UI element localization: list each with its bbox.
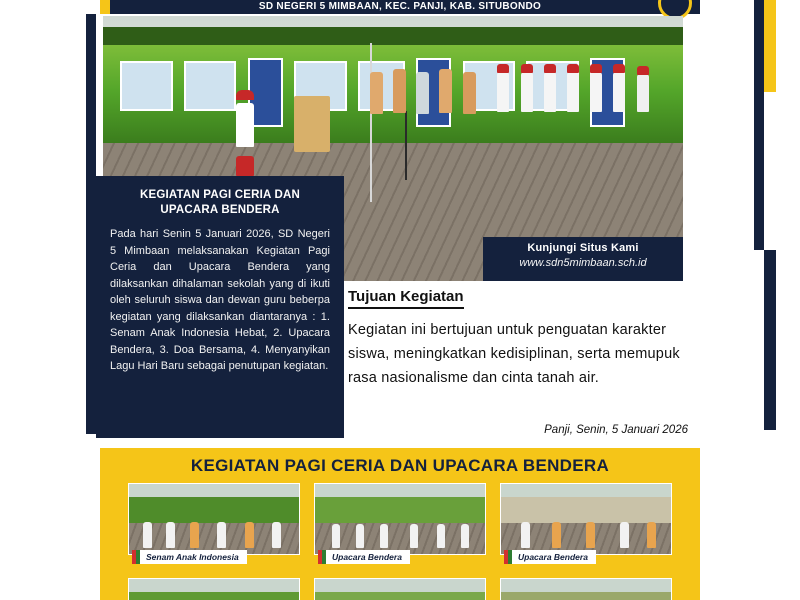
photo-building (501, 497, 671, 525)
photo-student-front (236, 103, 254, 147)
photo-teacher (586, 522, 595, 548)
photo-student (613, 72, 625, 112)
photo-student-hijab (590, 64, 602, 73)
photo-teacher (416, 72, 429, 114)
photo-teacher (370, 72, 383, 114)
photo-building (501, 592, 671, 600)
right-yellow-bar (764, 0, 776, 92)
gallery-item[interactable] (500, 578, 672, 600)
photo-teacher (439, 69, 452, 113)
photo-student-pants (236, 156, 254, 176)
photo-student-hijab (567, 64, 579, 73)
gallery-photo (128, 578, 300, 600)
gallery-photo (500, 578, 672, 600)
photo-window (120, 61, 172, 111)
photo-microphone-stand (405, 111, 407, 180)
photo-teacher (190, 522, 199, 548)
photo-student (217, 522, 226, 548)
gallery-title: KEGIATAN PAGI CERIA DAN UPACARA BENDERA (190, 456, 610, 475)
photo-student (166, 522, 175, 548)
school-header-strip (100, 0, 700, 14)
photo-teacher (647, 522, 656, 548)
gallery-caption: Senam Anak Indonesia (132, 550, 247, 564)
gallery-photo (314, 578, 486, 600)
photo-window (184, 61, 236, 111)
photo-student (590, 72, 602, 112)
gallery-photo (314, 483, 486, 555)
gallery-photo (128, 483, 300, 555)
tujuan-body: Kegiatan ini bertujuan untuk penguatan karakter siswa, meningkatkan kedisiplinan, serta memupuk rasa nasionalisme dan cinta tanah air. (348, 322, 680, 386)
photo-teacher (552, 522, 561, 548)
photo-teacher (393, 69, 406, 113)
website-banner (483, 237, 683, 281)
photo-building (315, 592, 485, 600)
gallery-item[interactable] (128, 578, 300, 600)
dateline: Panji, Senin, 5 Januari 2026 (544, 424, 688, 436)
article-body: Pada hari Senin 5 Januari 2026, SD Negeri 5 Mimbaan melaksanakan Kegiatan Pagi Ceria dan Upacara Bendera yang dilaksankan dihalaman sekolah yang di ikuti oleh seluruh siswa dan dewan guru beberpa kegiatan yang dilaksankan diantaranya : 1. Senam Anak Indonesia Hebat, 2. Upacara Bendera, 3. Doa Bersama, 4. Menyanyikan Lagu Hari Baru sebagai penutupan kegiatan. (110, 228, 330, 372)
photo-student (437, 524, 445, 548)
right-navy-bar-top (754, 0, 764, 250)
photo-building (315, 497, 485, 525)
photo-building (129, 497, 299, 525)
photo-student (521, 72, 533, 112)
gallery-section (100, 448, 700, 600)
school-header-text: SD NEGERI 5 MIMBAAN, KEC. PANJI, KAB. SITUBONDO (258, 1, 542, 12)
left-navy-bar (86, 14, 96, 434)
right-navy-bar-bottom (764, 250, 776, 430)
photo-student (544, 72, 556, 112)
photo-student (380, 524, 388, 548)
photo-roof (103, 27, 683, 46)
photo-student (620, 522, 629, 548)
photo-student (637, 74, 649, 112)
photo-student-hijab (521, 64, 533, 73)
photo-student-hijab (497, 64, 509, 73)
photo-teacher (463, 72, 476, 114)
photo-student (497, 72, 509, 112)
photo-student (356, 524, 364, 548)
photo-teacher (245, 522, 254, 548)
article-title: KEGIATAN PAGI CERIA DAN UPACARA BENDERA (139, 189, 301, 216)
gallery-item[interactable] (314, 483, 486, 562)
photo-student (521, 522, 530, 548)
photo-student-hijab (544, 64, 556, 73)
article-box (96, 176, 344, 438)
photo-student-hijab (613, 64, 625, 73)
gallery-item[interactable] (500, 483, 672, 562)
photo-student (567, 72, 579, 112)
photo-building (129, 592, 299, 600)
photo-speaker (294, 96, 330, 152)
photo-student-cap (236, 90, 254, 100)
gallery-grid (110, 483, 690, 600)
photo-student (332, 524, 340, 548)
photo-student (461, 524, 469, 548)
gallery-photo (500, 483, 672, 555)
photo-student (272, 522, 281, 548)
gallery-item[interactable] (314, 578, 486, 600)
photo-student (143, 522, 152, 548)
tujuan-section (348, 288, 688, 390)
website-url[interactable]: www.sdn5mimbaan.sch.id (519, 257, 647, 269)
website-banner-title: Kunjungi Situs Kami (527, 242, 639, 254)
gallery-caption: Upacara Bendera (504, 550, 596, 564)
photo-student (410, 524, 418, 548)
photo-flagpole (370, 43, 372, 202)
gallery-caption: Upacara Bendera (318, 550, 410, 564)
photo-student-hijab (637, 66, 649, 75)
tujuan-title: Tujuan Kegiatan (348, 288, 464, 309)
header-accent-left (100, 0, 110, 14)
gallery-item[interactable] (128, 483, 300, 562)
